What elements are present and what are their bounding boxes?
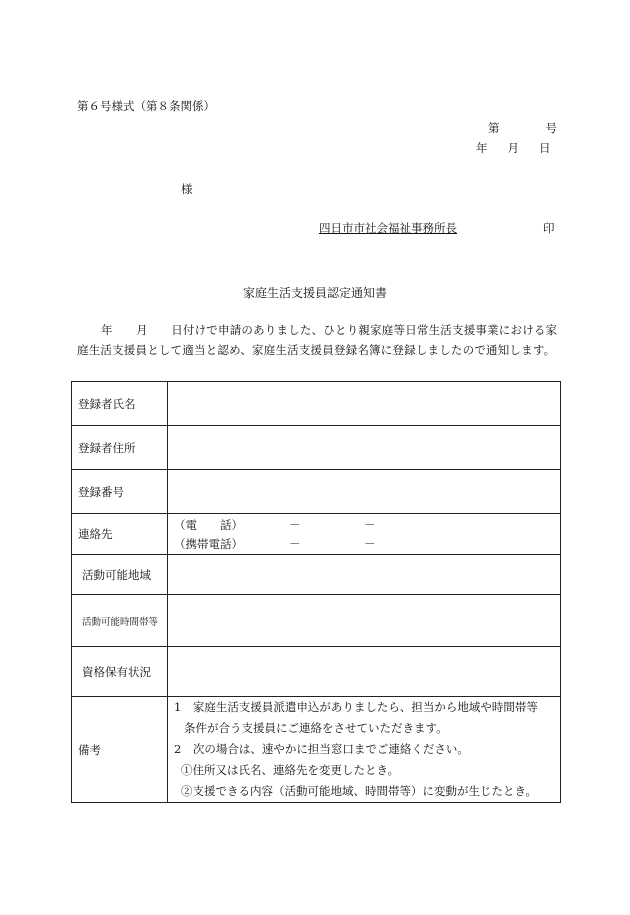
- registration-info-table: [71, 381, 561, 803]
- table-row: [72, 647, 561, 697]
- note-line: ②支援できる内容（活動可能地域、時間帯等）に変動が生じたとき。: [181, 784, 538, 798]
- date-month: 月: [507, 141, 519, 155]
- issue-date: [476, 143, 551, 155]
- document-title: 家庭生活支援員認定通知書: [242, 286, 387, 300]
- dash: －: [289, 536, 301, 551]
- area-label: 活動可能地域: [72, 555, 168, 595]
- note-line: ①住所又は氏名、連絡先を変更したとき。: [181, 763, 400, 777]
- contact-mobile-label: （携帯電話）: [174, 536, 243, 551]
- contact-phone-line: [174, 515, 554, 534]
- notice-body: 年 月 日付けで申請のありました、ひとり親家庭等日常生活支援事業における家庭生活支援員として適当と認め、家庭生活支援員登録名簿に登録しましたので通知します。: [77, 323, 558, 357]
- recipient-honorific: 様: [181, 182, 193, 196]
- document-number-prefix: 第: [488, 121, 500, 135]
- note-line: 1 家庭生活支援員派遣申込がありましたら、担当から地域や時間帯等: [174, 700, 538, 714]
- name-value: [168, 382, 561, 426]
- table-row: [72, 555, 561, 595]
- date-year: 年: [476, 141, 488, 155]
- reg-no-value: [168, 470, 561, 514]
- table-row: [72, 426, 561, 470]
- name-label: 登録者氏名: [72, 382, 168, 426]
- note-line: 2 次の場合は、速やかに担当窓口までご連絡ください。: [174, 742, 469, 756]
- dash: －: [364, 536, 376, 551]
- contact-label: 連絡先: [72, 514, 168, 555]
- contact-value: [168, 514, 561, 555]
- seal-mark: 印: [543, 221, 555, 235]
- document-number-suffix: 号: [545, 121, 557, 135]
- table-row: [72, 697, 561, 803]
- dash: －: [289, 517, 301, 532]
- note-line: 条件が合う支援員にご連絡をさせていただきます。: [184, 721, 448, 735]
- table-row: [72, 382, 561, 426]
- notes-value: [168, 697, 561, 803]
- table-row: [72, 595, 561, 647]
- form-number: 第６号様式（第８条関係）: [77, 99, 215, 113]
- dash: －: [364, 517, 376, 532]
- reg-no-label: 登録番号: [72, 470, 168, 514]
- area-value: [168, 555, 561, 595]
- address-label: 登録者住所: [72, 426, 168, 470]
- address-value: [168, 426, 561, 470]
- qualification-label: 資格保有状況: [72, 647, 168, 697]
- document-number: [488, 123, 557, 135]
- table-row: [72, 514, 561, 555]
- qualification-value: [168, 647, 561, 697]
- contact-phone-label: （電 話）: [174, 517, 243, 532]
- issuer-name: 四日市市社会福祉事務所長: [319, 221, 457, 235]
- date-day: 日: [539, 141, 551, 155]
- notes-label: 備考: [72, 697, 168, 803]
- time-value: [168, 595, 561, 647]
- contact-mobile-line: [174, 534, 554, 553]
- table-row: [72, 470, 561, 514]
- time-label: 活動可能時間帯等: [72, 595, 168, 647]
